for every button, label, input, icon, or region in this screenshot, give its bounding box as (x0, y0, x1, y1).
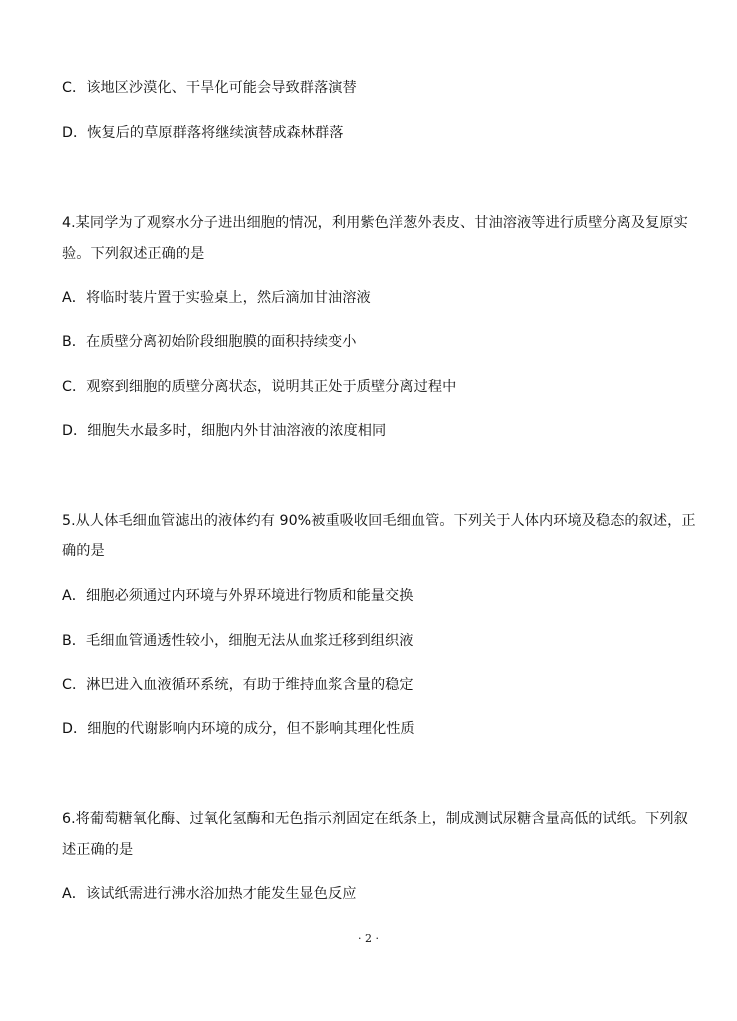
q4-option-c: C．观察到细胞的质壁分离状态，说明其正处于质壁分离过程中 (62, 379, 457, 395)
q5-option-a: A．细胞必须通过内环境与外界环境进行物质和能量交换 (62, 588, 414, 604)
q6-stem-line-1: 6.将葡萄糖氧化酶、过氧化氢酶和无色指示剂固定在纸条上，制成测试尿糖含量高低的试纸。下列叙 (62, 811, 688, 827)
page-number: · 2 · (358, 932, 379, 945)
q3-option-c: C．该地区沙漠化、干旱化可能会导致群落演替 (62, 80, 357, 96)
q5-stem-line-2: 确的是 (62, 543, 105, 559)
q5-option-b: B．毛细血管通透性较小，细胞无法从血浆迁移到组织液 (62, 633, 414, 649)
q6-option-a: A．该试纸需进行沸水浴加热才能发生显色反应 (62, 886, 357, 902)
q5-stem-line-1: 5.从人体毛细血管滤出的液体约有 90%被重吸收回毛细血管。下列关于人体内环境及稳态的叙述，正 (62, 513, 696, 529)
q4-option-b: B．在质壁分离初始阶段细胞膜的面积持续变小 (62, 334, 357, 350)
q5-option-c: C．淋巴进入血液循环系统，有助于维持血浆含量的稳定 (62, 677, 414, 693)
q5-option-d: D．细胞的代谢影响内环境的成分，但不影响其理化性质 (62, 721, 415, 737)
q4-option-d: D．细胞失水最多时，细胞内外甘油溶液的浓度相同 (62, 423, 387, 439)
q4-option-a: A．将临时装片置于实验桌上，然后滴加甘油溶液 (62, 290, 371, 306)
q6-stem-line-2: 述正确的是 (62, 842, 134, 858)
q3-option-d: D．恢复后的草原群落将继续演替成森林群落 (62, 125, 344, 141)
q4-stem-line-2: 验。下列叙述正确的是 (62, 246, 205, 262)
q4-stem-line-1: 4.某同学为了观察水分子进出细胞的情况，利用紫色洋葱外表皮、甘油溶液等进行质壁分离及复原实 (62, 215, 688, 231)
